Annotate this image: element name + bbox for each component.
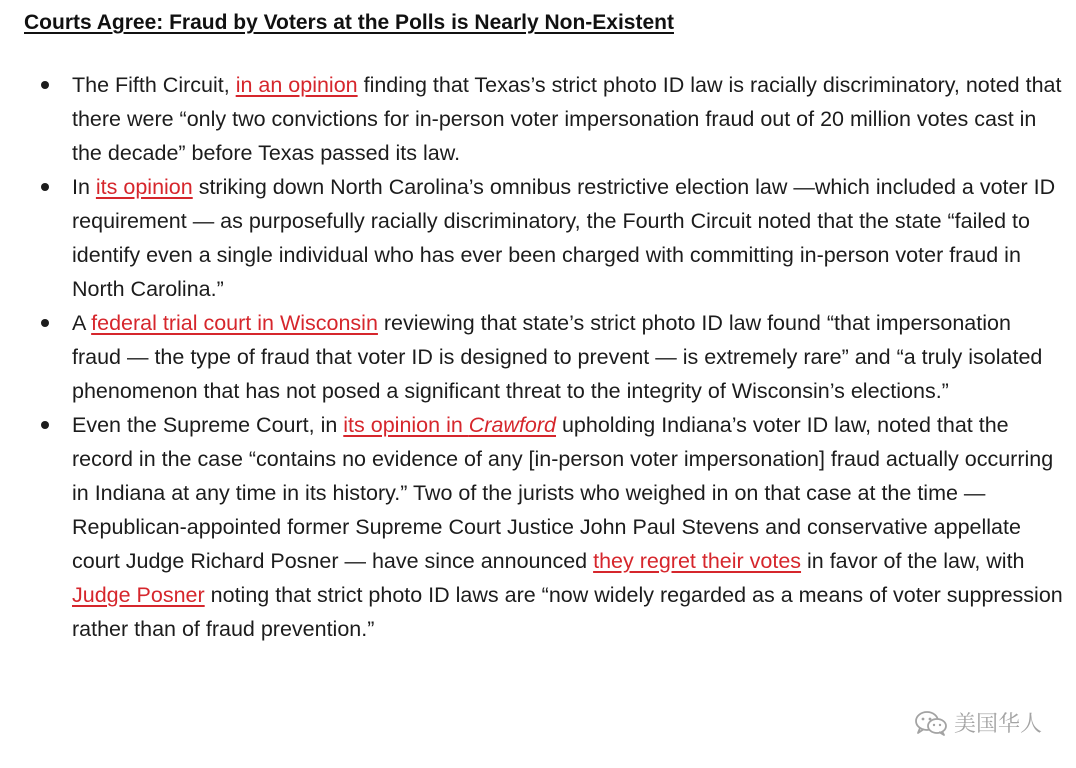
link-they-regret-their-votes[interactable]: they regret their votes xyxy=(593,549,802,573)
bullet-dot-icon xyxy=(41,183,49,191)
bullet-list xyxy=(24,68,1064,646)
bullet-item-supreme-court xyxy=(24,408,1064,646)
wechat-icon xyxy=(914,710,948,736)
bullet-item-fifth-circuit xyxy=(24,68,1064,170)
link-judge-posner[interactable]: Judge Posner xyxy=(72,583,205,607)
section-heading: Courts Agree: Fraud by Voters at the Polls is Nearly Non-Existent xyxy=(24,11,674,34)
bullet-item-fourth-circuit xyxy=(24,170,1064,306)
bullet-text-pre: The Fifth Circuit, xyxy=(72,73,236,97)
bullet-item-wisconsin xyxy=(24,306,1064,408)
bullet-text-pre: In xyxy=(72,175,96,199)
bullet-dot-icon xyxy=(41,421,49,429)
link-federal-trial-court-wisconsin[interactable]: federal trial court in Wisconsin xyxy=(91,311,378,335)
watermark-text: 美国华人 xyxy=(953,712,1042,737)
link-its-opinion[interactable]: its opinion xyxy=(95,175,193,199)
bullet-text-post: noting that strict photo ID laws are “now widely regarded as a means of voter suppression rather than of fraud prevention.” xyxy=(72,583,1063,641)
link-text-italic: Crawford xyxy=(468,413,556,437)
bullet-text-mid: in favor of the law, with xyxy=(801,549,1025,573)
bullet-text-pre: A xyxy=(72,311,92,335)
bullet-dot-icon xyxy=(41,81,49,89)
watermark xyxy=(914,707,1042,738)
link-text: its opinion in xyxy=(343,413,469,437)
bullet-dot-icon xyxy=(41,319,49,327)
bullet-text-post: striking down North Carolina’s omnibus restrictive election law —which included a voter ID requirement — as purposefully racially discriminatory, the Fourth Circuit noted that the state “failed to identify even a single individual who has ever been charged with committing in-person voter fraud in North Carolina.” xyxy=(72,175,1056,301)
bullet-text-pre: Even the Supreme Court, in xyxy=(72,413,344,437)
bullet-text-post: finding that Texas’s strict photo ID law is racially discriminatory, noted that there were “only two convictions for in-person voter impersonation fraud out of 20 million votes cast in the decade” before Texas passed its law. xyxy=(72,73,1062,165)
bullet-text-mid: upholding Indiana’s voter ID law, noted that the record in the case “contains no evidence of any [in-person voter impersonation] fraud actually occurring in Indiana at any time in its history.” Two of the jurists who weighed in on that case at the time — Republican-appointed former Supreme Court Justice John Paul Stevens and conservative appellate court Judge Richard Posner — have since announced xyxy=(72,413,1054,573)
bullet-text-post: reviewing that state’s strict photo ID law found “that impersonation fraud — the type of fraud that voter ID is designed to prevent — is extremely rare” and “a truly isolated phenomenon that has not posed a significant threat to the integrity of Wisconsin’s elections.” xyxy=(72,311,1043,403)
article xyxy=(24,8,1064,641)
link-in-an-opinion[interactable]: in an opinion xyxy=(235,73,358,97)
link-opinion-in-crawford[interactable] xyxy=(343,413,556,437)
